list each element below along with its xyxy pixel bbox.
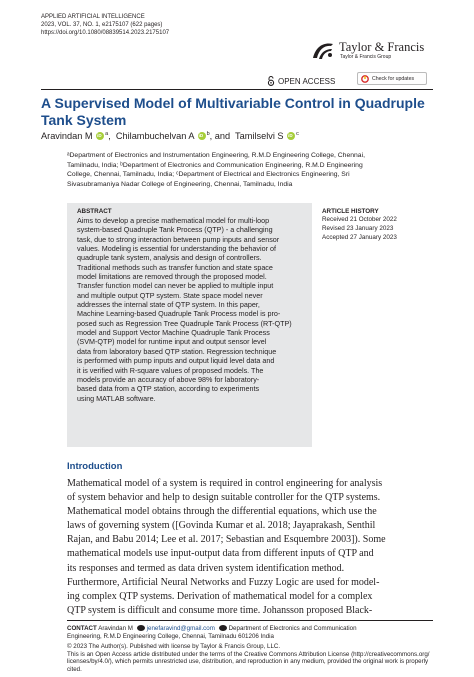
abstract-line: Aims to develop a precise mathematical model for multi-loop [77, 216, 270, 225]
section-heading: Introduction [67, 461, 123, 472]
abstract-line: Traditional methods such as transfer function and state space [77, 262, 273, 272]
envelope-icon [137, 625, 145, 631]
abstract-line: data from laboratory based QTP station. Regression technique [77, 346, 277, 356]
history-revised: Revised 23 January 2023 [322, 225, 394, 232]
orcid-icon[interactable] [287, 132, 295, 140]
affiliation-line: Tamilnadu, India; ᵇDepartment of Electronics and Communication Engineering, R.M.D Engineering [67, 161, 363, 169]
contact-name: Aravindan M [98, 625, 133, 632]
body-line: its responses and termed as data driven system identification method. [67, 562, 345, 574]
body-line: laws of governing system ([Govinda Kumar et al. 2018; Jayaprakash, Senthil [67, 520, 376, 532]
abstract-line: and multiple output QTP system. State space model never [77, 290, 263, 300]
abstract-heading: ABSTRACT [77, 208, 112, 215]
check-updates-label: Check for updates [372, 75, 415, 82]
abstract-line: addresses the internal state of QTP system. In this paper, [77, 300, 260, 310]
journal-name: APPLIED ARTIFICIAL INTELLIGENCE [41, 14, 145, 20]
history-accepted: Accepted 27 January 2023 [322, 234, 397, 241]
license-block [67, 643, 433, 673]
abstract-line: task, due to strong interaction between pump inputs and sensor [77, 234, 280, 244]
header-rule [41, 89, 433, 90]
author-affil-mark: a [105, 131, 109, 137]
abstract-text [77, 216, 306, 403]
contact-block [67, 625, 433, 640]
article-title: A Supervised Model of Multivariable Control in Quadruple Tank System [41, 95, 425, 128]
orcid-icon[interactable] [198, 132, 206, 140]
license-line: This is an Open Access article distributed under the terms of the Creative Commons Attribution License (http://creativecommons.org/ [67, 650, 430, 658]
history-heading: ARTICLE HISTORY [322, 208, 379, 215]
contact-email[interactable]: jenefaravind@gmail.com [146, 625, 215, 632]
author-list [41, 131, 299, 141]
location-icon [219, 625, 227, 631]
affiliation-line: ᵃDepartment of Electronics and Instrumentation Engineering, R.M.D Engineering College, Chennai, [67, 152, 365, 159]
abstract-line: posed such as Regression Tree Quadruple Tank Process (RT-QTP) [77, 318, 292, 328]
crossmark-icon [361, 75, 369, 83]
publisher-logo [310, 38, 430, 68]
affiliation-line: College, Chennai, Tamilnadu, India; ᶜDepartment of Electrical and Electronics Engineering, Sri [67, 171, 350, 178]
body-line: Mathematical model of a system is required in control engineering for analysis [67, 478, 383, 489]
abstract-line: is performed with pump inputs and output liquid level data and [77, 356, 275, 366]
open-access-label: OPEN ACCESS [278, 76, 336, 86]
introduction-text [67, 477, 433, 618]
contact-label: CONTACT [67, 625, 97, 632]
license-line: cited. [67, 665, 82, 673]
abstract-line: model limitations are removed through the proposed model. [77, 272, 267, 282]
author-affil-mark: c [296, 131, 299, 137]
license-line: licenses/by/4.0/), which permits unrestricted use, distribution, and reproduction in any medium, provided the original work is properly [67, 658, 429, 666]
publisher-group: Taylor & Francis Group [340, 54, 392, 60]
body-line: of system behavior and help to design suitable controller for the QTP systems. [67, 492, 381, 504]
footer-rule [67, 620, 433, 621]
abstract-line: based data from a QTP station, according to experiments [77, 384, 260, 394]
abstract-line: values. Modeling is essential for understanding the behavior of [77, 244, 276, 254]
body-line: QTP system is difficult and consume more time. Johansson proposed Black- [67, 604, 373, 616]
journal-doi[interactable]: https://doi.org/10.1080/08839514.2023.2175107 [41, 30, 170, 37]
copyright-line: © 2023 The Author(s). Published with license by Taylor & Francis Group, LLC. [67, 643, 281, 650]
body-line: ing complex QTP systems. Derivation of mathematical model for a complex [67, 590, 373, 602]
journal-header [41, 13, 169, 38]
abstract-line: it is verified with R-square values of proposed models. The [77, 365, 264, 375]
publisher-name: Taylor & Francis [339, 40, 425, 54]
author-separator: , and [209, 131, 233, 142]
body-line: Rajan, and Babu 2014; Lee et al. 2017; Sebastian and Esquembre 2003]). Some [67, 534, 386, 546]
body-line: mathematical models use input-output data from different inputs of QTP and [67, 548, 374, 560]
abstract-line: Transfer function model can never be applied to multiple input [77, 281, 274, 291]
abstract-line: Machine Learning-based Quadruple Tank Process model is pro- [77, 309, 281, 319]
abstract-line: model and Support Vector Machine Quadruple Tank Process [77, 328, 270, 338]
author-name: Tamilselvi S [235, 131, 284, 142]
abstract-line: (SVM-QTP) model for runtime input and output sensor level [77, 337, 267, 347]
orcid-icon[interactable] [96, 132, 104, 140]
journal-issue: 2023, VOL. 37, NO. 1, e2175107 (622 pages) [41, 22, 163, 29]
author-affil-mark: b [206, 131, 210, 137]
author-name: Aravindan M [41, 131, 93, 142]
contact-affiliation: Department of Electronics and Communication [228, 625, 357, 632]
open-access-badge [267, 76, 335, 86]
abstract-line: using MATLAB software. [77, 393, 156, 403]
affiliations [67, 151, 433, 189]
affiliation-line: Sivasubramaniya Nadar College of Engineering, Chennai, Tamilnadu, India [67, 180, 293, 188]
abstract-line: models provide an accuracy of above 98% for laboratory- [77, 374, 260, 384]
abstract-line: quadruple tank system, analysis and design of controllers. [77, 253, 262, 263]
body-line: Mathematical model obtains through the differential equations, which use the [67, 506, 377, 518]
history-received: Received 21 October 2022 [322, 216, 397, 223]
author-separator: , [108, 131, 114, 142]
contact-affiliation-cont: Engineering, R.M.D Engineering College, Chennai, Tamilnadu 601206 India [67, 632, 274, 640]
check-updates-button[interactable] [357, 72, 427, 85]
author-name: Chilambuchelvan A [115, 131, 195, 142]
taylor-francis-logo-icon [310, 38, 336, 64]
body-line: Furthermore, Artificial Neural Networks and Fuzzy Logic are used for model- [67, 576, 380, 588]
open-lock-icon [267, 76, 275, 86]
abstract-line: system-based Quadruple Tank Process (QTP) - a challenging [77, 225, 273, 235]
